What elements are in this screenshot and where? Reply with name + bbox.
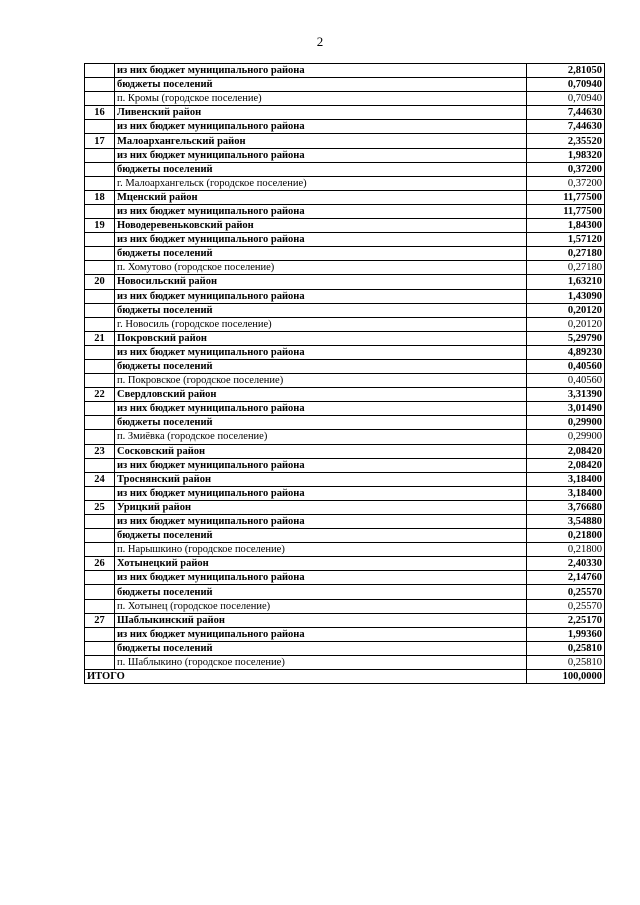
row-name: из них бюджет муниципального района	[115, 148, 527, 162]
row-number	[85, 204, 115, 218]
row-number	[85, 289, 115, 303]
row-value: 2,14760	[527, 571, 605, 585]
table-row	[85, 472, 605, 486]
row-name: Покровский район	[115, 331, 527, 345]
table-row	[85, 162, 605, 176]
row-value: 0,29900	[527, 416, 605, 430]
table-row	[85, 515, 605, 529]
row-name: из них бюджет муниципального района	[115, 233, 527, 247]
row-value: 3,31390	[527, 388, 605, 402]
table-row	[85, 134, 605, 148]
row-number	[85, 120, 115, 134]
row-value: 1,99360	[527, 627, 605, 641]
row-value: 0,27180	[527, 247, 605, 261]
row-name: Ливенский район	[115, 106, 527, 120]
row-name: из них бюджет муниципального района	[115, 289, 527, 303]
row-name: п. Покровское (городское поселение)	[115, 374, 527, 388]
row-name: Шаблыкинский район	[115, 613, 527, 627]
row-value: 0,27180	[527, 261, 605, 275]
row-name: из них бюджет муниципального района	[115, 64, 527, 78]
row-value: 0,20120	[527, 303, 605, 317]
row-value: 0,37200	[527, 162, 605, 176]
table-row	[85, 176, 605, 190]
row-name: бюджеты поселений	[115, 585, 527, 599]
row-number	[85, 359, 115, 373]
row-name: бюджеты поселений	[115, 641, 527, 655]
row-number	[85, 247, 115, 261]
row-number: 18	[85, 190, 115, 204]
row-number	[85, 374, 115, 388]
row-value: 0,25810	[527, 655, 605, 669]
row-value: 2,25170	[527, 613, 605, 627]
row-value: 0,37200	[527, 176, 605, 190]
row-number: 19	[85, 219, 115, 233]
row-name: п. Кромы (городское поселение)	[115, 92, 527, 106]
row-name: из них бюджет муниципального района	[115, 402, 527, 416]
table-row	[85, 641, 605, 655]
table-row	[85, 190, 605, 204]
row-value: 1,63210	[527, 275, 605, 289]
row-number	[85, 261, 115, 275]
row-name: п. Шаблыкино (городское поселение)	[115, 655, 527, 669]
row-value: 3,01490	[527, 402, 605, 416]
row-name: из них бюджет муниципального района	[115, 571, 527, 585]
row-value: 0,21800	[527, 543, 605, 557]
row-value: 1,98320	[527, 148, 605, 162]
row-value: 1,57120	[527, 233, 605, 247]
table-row	[85, 374, 605, 388]
table-body	[85, 64, 605, 670]
row-number	[85, 641, 115, 655]
table-row	[85, 219, 605, 233]
table-row	[85, 627, 605, 641]
row-number	[85, 529, 115, 543]
table-row	[85, 613, 605, 627]
total-label: ИТОГО	[85, 670, 527, 684]
table-row	[85, 289, 605, 303]
table-row	[85, 500, 605, 514]
table-row	[85, 486, 605, 500]
row-value: 0,20120	[527, 317, 605, 331]
row-name: бюджеты поселений	[115, 416, 527, 430]
table-row	[85, 655, 605, 669]
row-number: 17	[85, 134, 115, 148]
row-number	[85, 655, 115, 669]
table-row	[85, 430, 605, 444]
row-value: 3,76680	[527, 500, 605, 514]
row-name: п. Хотынец (городское поселение)	[115, 599, 527, 613]
row-value: 7,44630	[527, 106, 605, 120]
row-name: бюджеты поселений	[115, 359, 527, 373]
row-name: из них бюджет муниципального района	[115, 204, 527, 218]
row-number	[85, 416, 115, 430]
row-value: 0,70940	[527, 92, 605, 106]
table-row	[85, 148, 605, 162]
table-row	[85, 599, 605, 613]
row-number	[85, 64, 115, 78]
table-row	[85, 64, 605, 78]
row-name: Малоархангельский район	[115, 134, 527, 148]
row-number: 21	[85, 331, 115, 345]
row-name: бюджеты поселений	[115, 162, 527, 176]
row-name: из них бюджет муниципального района	[115, 486, 527, 500]
row-number	[85, 317, 115, 331]
table-row	[85, 388, 605, 402]
row-number: 20	[85, 275, 115, 289]
table-row	[85, 585, 605, 599]
row-value: 0,29900	[527, 430, 605, 444]
row-name: п. Змиёвка (городское поселение)	[115, 430, 527, 444]
row-number	[85, 543, 115, 557]
row-number: 24	[85, 472, 115, 486]
row-name: Хотынецкий район	[115, 557, 527, 571]
row-number	[85, 585, 115, 599]
row-name: Мценский район	[115, 190, 527, 204]
row-value: 1,84300	[527, 219, 605, 233]
table-row	[85, 92, 605, 106]
row-number	[85, 162, 115, 176]
row-name: бюджеты поселений	[115, 78, 527, 92]
table-row	[85, 458, 605, 472]
row-name: из них бюджет муниципального района	[115, 345, 527, 359]
table-row	[85, 543, 605, 557]
row-value: 11,77500	[527, 190, 605, 204]
row-name: из них бюджет муниципального района	[115, 627, 527, 641]
row-name: г. Новосиль (городское поселение)	[115, 317, 527, 331]
row-name: из них бюджет муниципального района	[115, 515, 527, 529]
row-name: Новодеревеньковский район	[115, 219, 527, 233]
row-value: 0,25810	[527, 641, 605, 655]
row-value: 3,54880	[527, 515, 605, 529]
row-number	[85, 627, 115, 641]
row-value: 2,08420	[527, 458, 605, 472]
row-name: бюджеты поселений	[115, 529, 527, 543]
row-value: 1,43090	[527, 289, 605, 303]
row-value: 0,25570	[527, 599, 605, 613]
row-number: 25	[85, 500, 115, 514]
row-number	[85, 571, 115, 585]
table-row	[85, 359, 605, 373]
row-name: Троснянский район	[115, 472, 527, 486]
row-number: 26	[85, 557, 115, 571]
row-name: Новосильский район	[115, 275, 527, 289]
row-name: из них бюджет муниципального района	[115, 458, 527, 472]
row-name: г. Малоархангельск (городское поселение)	[115, 176, 527, 190]
total-value: 100,0000	[527, 670, 605, 684]
row-name: Урицкий район	[115, 500, 527, 514]
table-row	[85, 571, 605, 585]
row-number	[85, 176, 115, 190]
row-number	[85, 458, 115, 472]
table-row	[85, 106, 605, 120]
row-number	[85, 402, 115, 416]
row-number	[85, 515, 115, 529]
table-row	[85, 204, 605, 218]
row-number	[85, 345, 115, 359]
row-number: 22	[85, 388, 115, 402]
row-value: 7,44630	[527, 120, 605, 134]
row-name: Свердловский район	[115, 388, 527, 402]
table-row	[85, 303, 605, 317]
row-number	[85, 430, 115, 444]
row-value: 2,35520	[527, 134, 605, 148]
row-value: 3,18400	[527, 486, 605, 500]
row-value: 0,21800	[527, 529, 605, 543]
row-value: 11,77500	[527, 204, 605, 218]
table-row	[85, 345, 605, 359]
table-row	[85, 557, 605, 571]
table-row	[85, 331, 605, 345]
row-value: 0,70940	[527, 78, 605, 92]
total-row	[85, 670, 605, 684]
row-number	[85, 78, 115, 92]
row-number	[85, 303, 115, 317]
table-row	[85, 78, 605, 92]
row-number	[85, 599, 115, 613]
row-name: Сосковский район	[115, 444, 527, 458]
row-number: 16	[85, 106, 115, 120]
row-number	[85, 148, 115, 162]
row-value: 3,18400	[527, 472, 605, 486]
row-value: 0,40560	[527, 359, 605, 373]
budget-distribution-table	[84, 63, 605, 684]
row-value: 2,08420	[527, 444, 605, 458]
table-row	[85, 402, 605, 416]
row-value: 0,25570	[527, 585, 605, 599]
row-number	[85, 486, 115, 500]
table-row	[85, 120, 605, 134]
row-number: 23	[85, 444, 115, 458]
row-number: 27	[85, 613, 115, 627]
row-value: 0,40560	[527, 374, 605, 388]
row-value: 5,29790	[527, 331, 605, 345]
table-row	[85, 416, 605, 430]
table-row	[85, 275, 605, 289]
row-value: 4,89230	[527, 345, 605, 359]
table-row	[85, 317, 605, 331]
row-value: 2,40330	[527, 557, 605, 571]
table-row	[85, 444, 605, 458]
row-name: бюджеты поселений	[115, 303, 527, 317]
row-name: из них бюджет муниципального района	[115, 120, 527, 134]
table-row	[85, 233, 605, 247]
row-number	[85, 233, 115, 247]
table-row	[85, 247, 605, 261]
row-name: бюджеты поселений	[115, 247, 527, 261]
page-number: 2	[316, 34, 324, 49]
table-row	[85, 261, 605, 275]
table-row	[85, 529, 605, 543]
row-name: п. Нарышкино (городское поселение)	[115, 543, 527, 557]
row-value: 2,81050	[527, 64, 605, 78]
row-number	[85, 92, 115, 106]
row-name: п. Хомутово (городское поселение)	[115, 261, 527, 275]
